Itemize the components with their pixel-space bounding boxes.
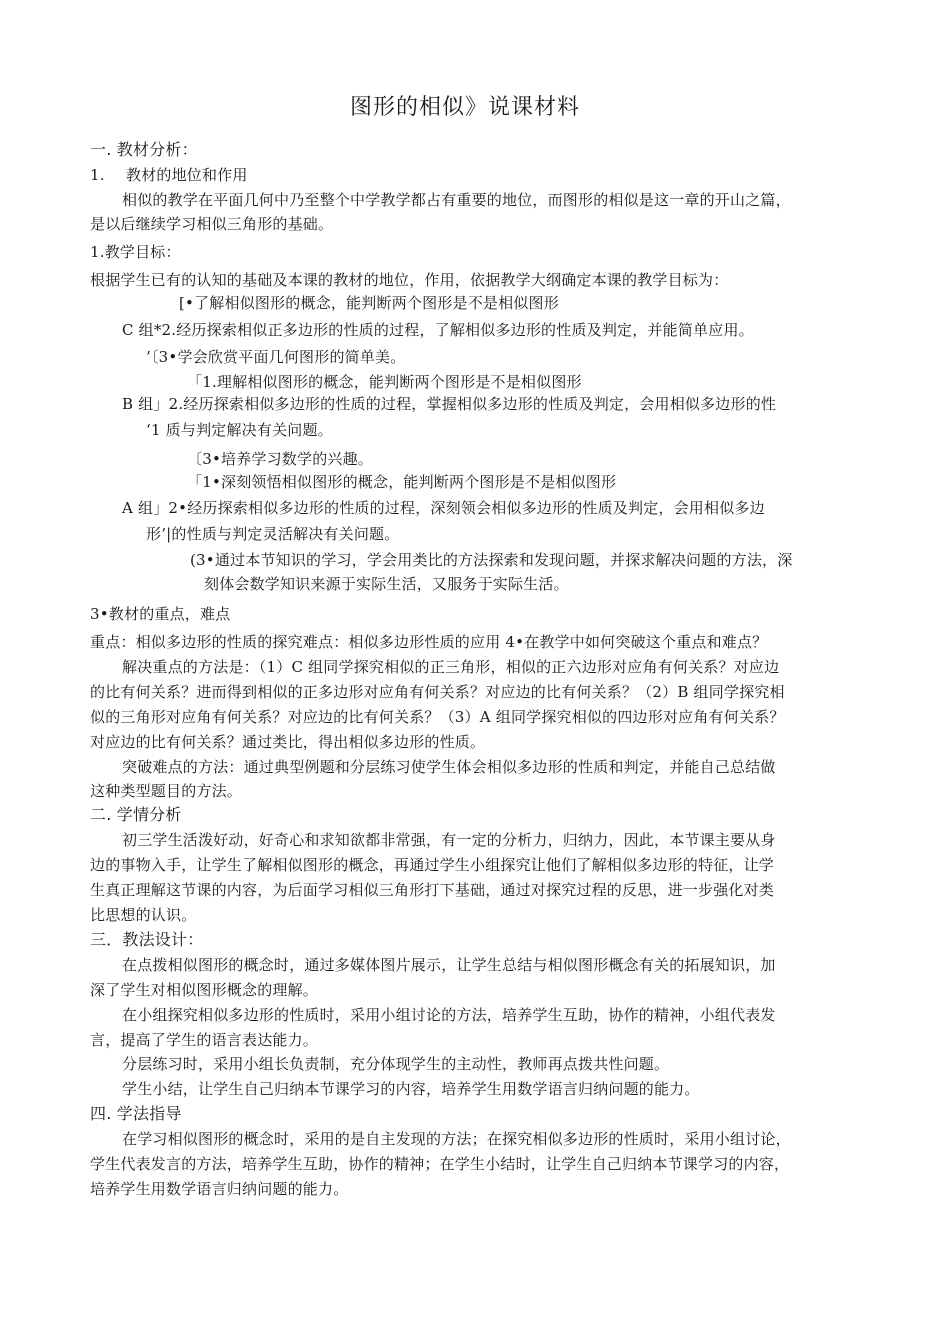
group-b-goal-1: 「1.理解相似图形的概念，能判断两个图形是不是相似图形 [187, 373, 582, 391]
group-c-goal-3: ’〔3•学会欣赏平面几何图形的简单美。 [146, 348, 406, 366]
section-3-heading: 三．教法设计： [90, 930, 204, 949]
paragraph-line: 是以后继续学习相似三角形的基础。 [90, 215, 334, 233]
paragraph-line: 培养学生用数学语言归纳问题的能力。 [90, 1180, 349, 1198]
paragraph-line: 初三学生活泼好动，好奇心和求知欲都非常强，有一定的分析力，归纳力，因此，本节课主要从身 [122, 831, 776, 849]
paragraph-line: 重点：相似多边形的性质的探究难点：相似多边形性质的应用 4•在教学中如何突破这个重点和难点？ [90, 633, 768, 651]
paragraph-line: 对应边的比有何关系？通过类比，得出相似多边形的性质。 [90, 733, 486, 751]
paragraph-line: 的比有何关系？进而得到相似的正多边形对应角有何关系？对应边的比有何关系？（2）B 组同学探究相 [90, 683, 785, 701]
paragraph-line: 在小组探究相似多边形的性质时，采用小组讨论的方法，培养学生互助，协作的精神，小组代表发 [122, 1006, 776, 1024]
group-a-goal-3-cont: 刻体会数学知识来源于实际生活，又服务于实际生活。 [204, 575, 569, 593]
section-1-heading: 一. 教材分析： [90, 140, 198, 159]
group-c-goal-2: C 组*2.经历探索相似正多边形的性质的过程，了解相似多边形的性质及判定，并能简单应用。 [122, 321, 754, 339]
paragraph-line: 学生代表发言的方法，培养学生互助，协作的精神；在学生小结时，让学生自己归纳本节课学习的内容， [90, 1155, 790, 1173]
paragraph-line: 突破难点的方法：通过典型例题和分层练习使学生体会相似多边形的性质和判定，并能自己总结做 [122, 758, 776, 776]
paragraph-line: 在点拨相似图形的概念时，通过多媒体图片展示，让学生总结与相似图形概念有关的拓展知识，加 [122, 956, 776, 974]
document-title: 图形的相似》说课材料 [350, 95, 581, 120]
group-a-goal-2-cont: 形’|的性质与判定灵活解决有关问题。 [146, 525, 400, 543]
section-4-heading: 四. 学法指导 [90, 1104, 182, 1123]
group-a-goal-3: (3•通过本节知识的学习，学会用类比的方法探索和发现问题，并探求解决问题的方法，深 [190, 551, 793, 569]
item-1-title: 教材的地位和作用 [126, 166, 248, 184]
group-a-goal-2: A 组」2•经历探索相似多边形的性质的过程，深刻领会相似多边形的性质及判定，会用相似多边 [122, 499, 765, 517]
item-3-title: 3•教材的重点，难点 [90, 605, 231, 623]
group-b-goal-2: B 组」2.经历探索相似多边形的性质的过程，掌握相似多边形的性质及判定，会用相似多边形的性 [122, 395, 777, 413]
group-b-goal-2-cont: ‘1 质与判定解决有关问题。 [146, 421, 333, 439]
paragraph-line: 言，提高了学生的语言表达能力。 [90, 1031, 319, 1049]
section-2-heading: 二. 学情分析 [90, 805, 182, 824]
paragraph-line: 生真正理解这节课的内容，为后面学习相似三角形打下基础，通过对探究过程的反思，进一步强化对类 [90, 881, 775, 899]
group-c-goal-1: [•了解相似图形的概念，能判断两个图形是不是相似图形 [179, 294, 559, 312]
paragraph-line: 这种类型题目的方法。 [90, 782, 243, 800]
paragraph-line: 学生小结，让学生自己归纳本节课学习的内容，培养学生用数学语言归纳问题的能力。 [122, 1080, 700, 1098]
paragraph-line: 边的事物入手，让学生了解相似图形的概念，再通过学生小组探究让他们了解相似多边形的特征，让学 [90, 856, 775, 874]
paragraph-line: 分层练习时，采用小组长负责制，充分体现学生的主动性，教师再点拨共性问题。 [122, 1055, 670, 1073]
paragraph-line: 解决重点的方法是：（1）C 组同学探究相似的正三角形，相似的正六边形对应角有何关系？对应边 [122, 658, 780, 676]
paragraph-line: 根据学生已有的认知的基础及本课的教材的地位，作用，依据教学大纲确定本课的教学目标为： [90, 271, 729, 289]
group-a-goal-1: 「1•深刻领悟相似图形的概念，能判断两个图形是不是相似图形 [187, 473, 617, 491]
paragraph-line: 似的三角形对应角有何关系？对应边的比有何关系？（3）A 组同学探究相似的四边形对应角有何关系？ [90, 708, 785, 726]
group-b-goal-3: 〔3•培养学习数学的兴趣。 [187, 450, 373, 468]
paragraph-line: 相似的教学在平面几何中乃至整个中学教学都占有重要的地位，而图形的相似是这一章的开山之篇， [122, 191, 791, 209]
item-2-title: 1.教学目标： [90, 243, 181, 261]
paragraph-line: 深了学生对相似图形概念的理解。 [90, 981, 319, 999]
paragraph-line: 在学习相似图形的概念时，采用的是自主发现的方法；在探究相似多边形的性质时，采用小组讨论， [122, 1130, 791, 1148]
item-1-number: 1. [90, 166, 105, 184]
paragraph-line: 比思想的认识。 [90, 906, 197, 924]
